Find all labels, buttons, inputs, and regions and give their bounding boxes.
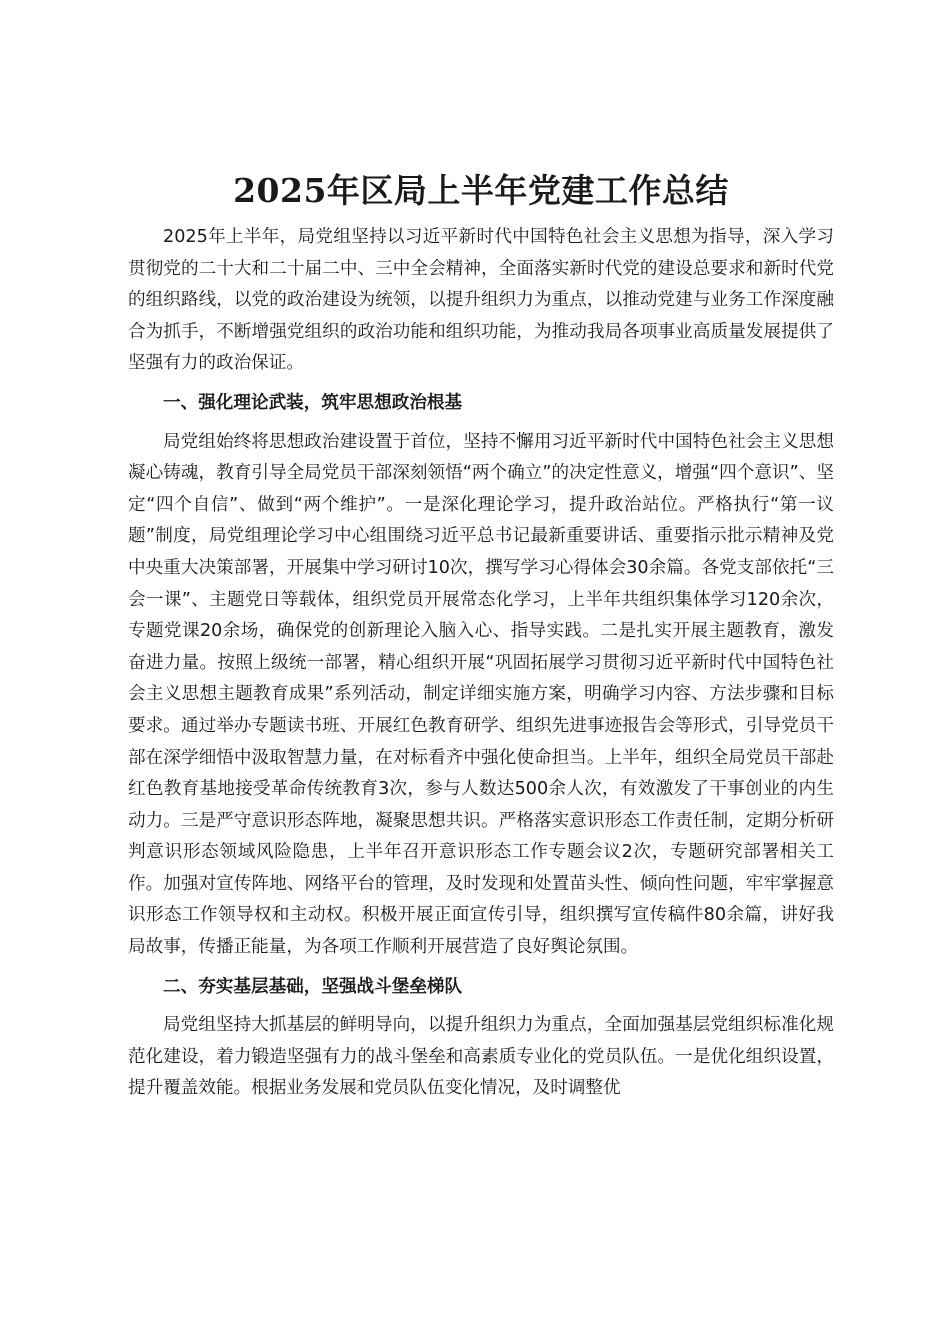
intro-paragraph: 2025年上半年，局党组坚持以习近平新时代中国特色社会主义思想为指导，深入学习贯彻党的二十大和二十届二中、三中全会精神，全面落实新时代党的建设总要求和新时代党的组织路线，以党的政治建设为统领，以提升组织力为重点，以推动党建与业务工作深度融合为抓手，不断增强党组织的政治功能和组织功能，为推动我局各项事业高质量发展提供了坚强有力的政治保证。 — [128, 227, 834, 374]
section-1-body: 局党组始终将思想政治建设置于首位，坚持不懈用习近平新时代中国特色社会主义思想凝心铸魂，教育引导全局党员干部深刻领悟“两个确立”的决定性意义，增强“四个意识”、坚定“四个自信”、做到“两个维护”。一是深化理论学习，提升政治站位。严格执行“第一议题”制度，局党组理论学习中心组围绕习近平总书记最新重要讲话、重要指示批示精神及党中央重大决策部署，开展集中学习研讨10次，撰写学习心得体会30余篇。各党支部依托“三会一课”、主题党日等载体，组织党员开展常态化学习，上半年共组织集体学习120余次，专题党课20余场，确保党的创新理论入脑入心、指导实践。二是扎实开展主题教育，激发奋进力量。按照上级统一部署，精心组织开展“巩固拓展学习贯彻习近平新时代中国特色社会主义思想主题教育成果”系列活动，制定详细实施方案，明确学习内容、方法步骤和目标要求。通过举办专题读书班、开展红色教育研学、组织先进事迹报告会等形式，引导党员干部在深学细悟中汲取智慧力量，在对标看齐中强化使命担当。上半年，组织全局党员干部赴红色教育基地接受革命传统教育3次，参与人数达500余人次，有效激发了干事创业的内生动力。三是严守意识形态阵地，凝聚思想共识。严格落实意识形态工作责任制，定期分析研判意识形态领域风险隐患，上半年召开意识形态工作专题会议2次，专题研究部署相关工作。加强对宣传阵地、网络平台的管理，及时发现和处置苗头性、倾向性问题，牢牢掌握意识形态工作领导权和主动权。积极开展正面宣传引导，组织撰写宣传稿件80余篇，讲好我局故事，传播正能量，为各项工作顺利开展营造了良好舆论氛围。 — [128, 431, 834, 958]
section-2-heading: 二、夯实基层基础，坚强战斗堡垒梯队 — [163, 976, 463, 997]
document-page — [128, 168, 834, 1105]
document-title: 2025年区局上半年党建工作总结 — [233, 171, 729, 210]
section-1-heading: 一、强化理论武装，筑牢思想政治根基 — [163, 392, 463, 413]
section-2-body: 局党组坚持大抓基层的鲜明导向，以提升组织力为重点，全面加强基层党组织标准化规范化建设，着力锻造坚强有力的战斗堡垒和高素质专业化的党员队伍。一是优化组织设置，提升覆盖效能。根据业务发展和党员队伍变化情况，及时调整优 — [128, 1015, 834, 1099]
